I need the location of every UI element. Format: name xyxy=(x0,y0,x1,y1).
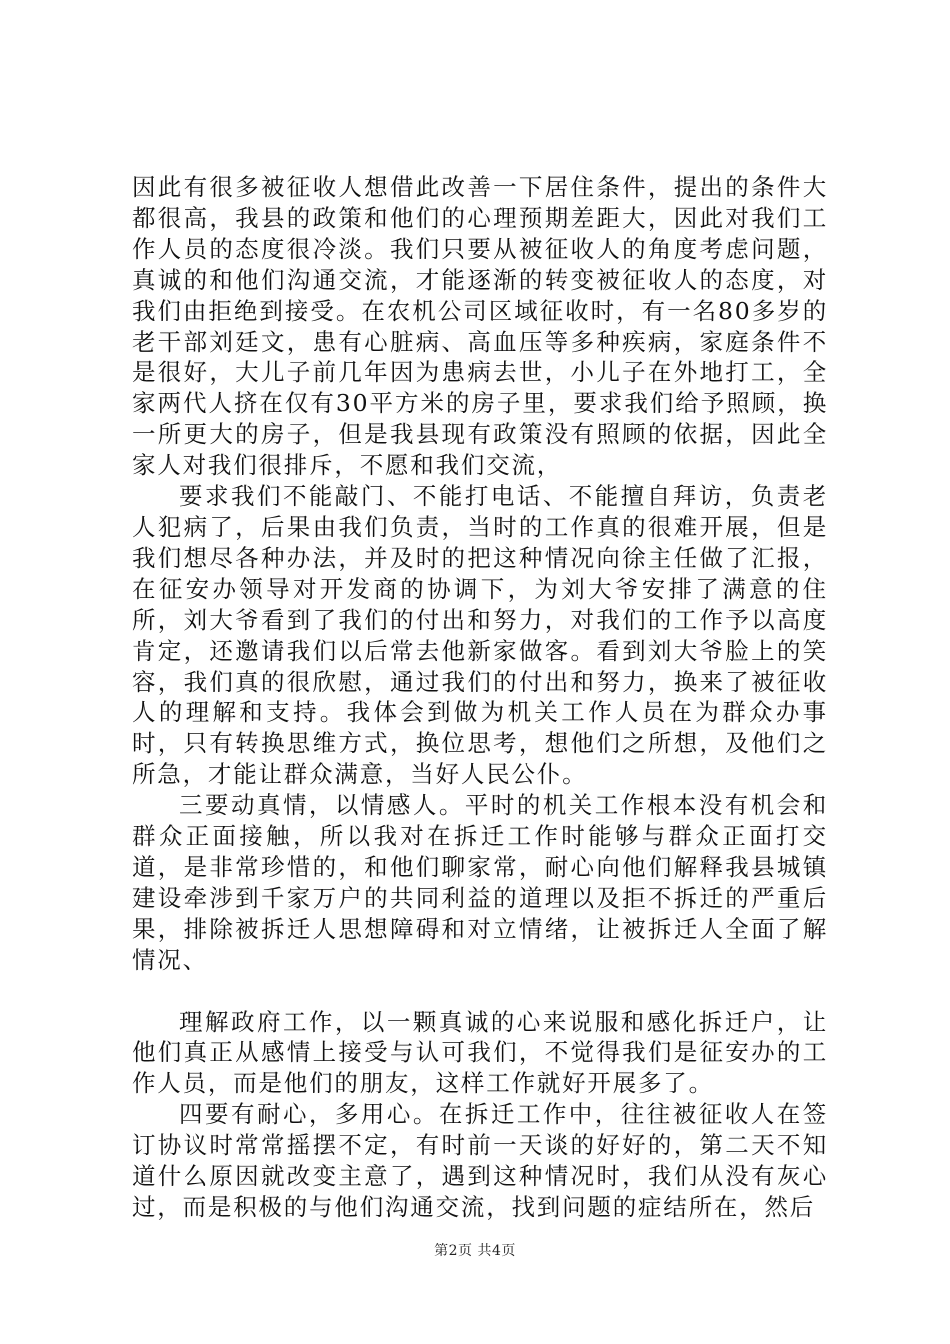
paragraph-5: 四要有耐心，多用心。在拆迁工作中，往往被征收人在签订协议时常常摇摆不定，有时前一天谈的好好的，第二天不知道什么原因就改变主意了，遇到这种情况时，我们从没有灰心过，而是积极的与他们沟通交流，找到问题的症结所在，然后 xyxy=(132,1100,828,1221)
paragraph-1: 因此有很多被征收人想借此改善一下居住条件，提出的条件大都很高，我县的政策和他们的心理预期差距大，因此对我们工作人员的态度很冷淡。我们只要从被征收人的角度考虑问题，真诚的和他们沟通交流，才能逐渐的转变被征收人的态度，对我们由拒绝到接受。在农机公司区域征收时，有一名80多岁的老干部刘廷文，患有心脏病、高血压等多种疾病，家庭条件不是很好，大儿子前几年因为患病去世，小儿子在外地打工，全家两代人挤在仅有30平方米的房子里，要求我们给予照顾，换一所更大的房子，但是我县现有政策没有照顾的依据，因此全家人对我们很排斥，不愿和我们交流， xyxy=(132,173,828,480)
paragraph-2: 要求我们不能敲门、不能打电话、不能擅自拜访，负责老人犯病了，后果由我们负责，当时的工作真的很难开展，但是我们想尽各种办法，并及时的把这种情况向徐主任做了汇报，在征安办领导对开发商的协调下，为刘大爷安排了满意的住所，刘大爷看到了我们的付出和努力，对我们的工作予以高度肯定，还邀请我们以后常去他新家做客。看到刘大爷脸上的笑容，我们真的很欣慰，通过我们的付出和努力，换来了被征收人的理解和支持。我体会到做为机关工作人员在为群众办事时，只有转换思维方式，换位思考，想他们之所想，及他们之所急，才能让群众满意，当好人民公仆。 xyxy=(132,482,828,789)
paragraph-3: 三要动真情，以情感人。平时的机关工作根本没有机会和群众正面接触，所以我对在拆迁工作时能够与群众正面打交道，是非常珍惜的，和他们聊家常，耐心向他们解释我县城镇建设牵涉到千家万户的共同利益的道理以及拒不拆迁的严重后果，排除被拆迁人思想障碍和对立情绪，让被拆迁人全面了解情况、 xyxy=(132,791,828,974)
document-body xyxy=(132,172,828,1223)
paragraph-4: 理解政府工作，以一颗真诚的心来说服和感化拆迁户，让他们真正从感情上接受与认可我们，不觉得我们是征安办的工作人员，而是他们的朋友，这样工作就好开展多了。 xyxy=(132,1007,828,1098)
page-number-footer: 第2页 共4页 xyxy=(434,1243,516,1259)
paragraph-gap xyxy=(132,976,828,1007)
